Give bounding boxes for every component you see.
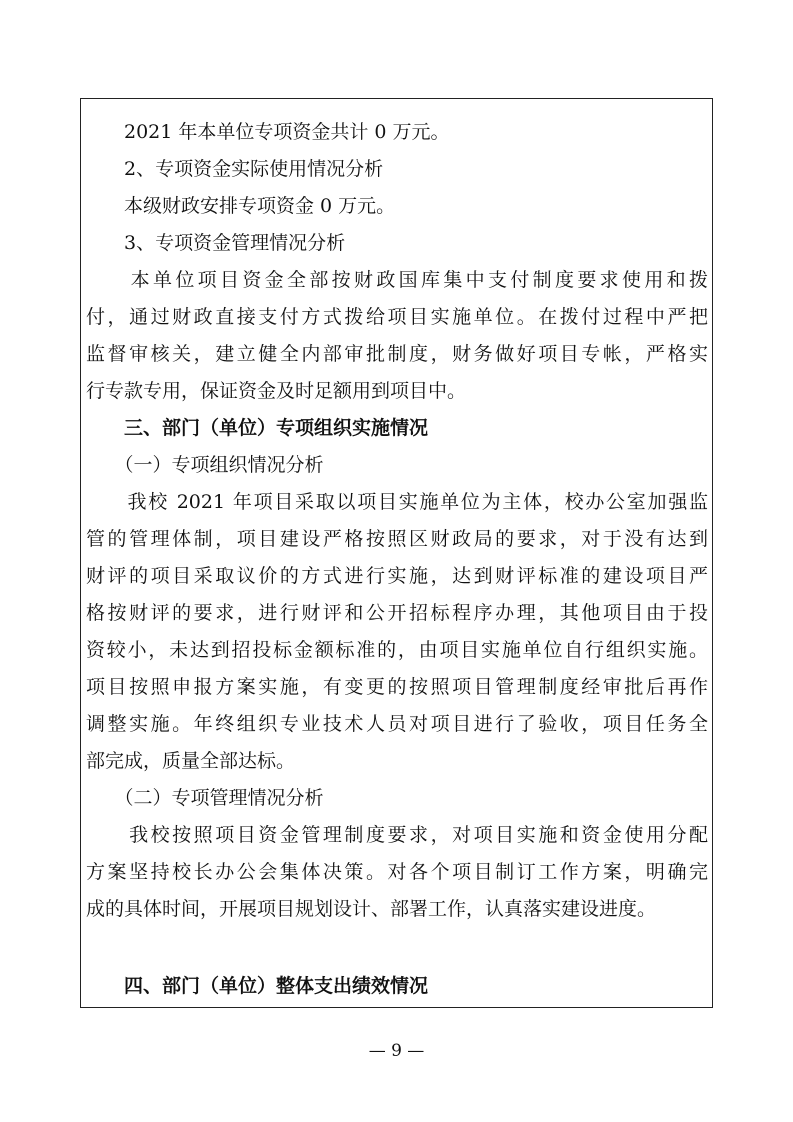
subheading-2: 2、专项资金实际使用情况分析	[86, 158, 384, 180]
text-line: 监督审核关，建立健全内部审批制度，财务做好项目专帐，严格实	[86, 343, 708, 365]
page-number: — 9 —	[368, 1041, 425, 1061]
text-line: 格按财评的要求，进行财评和公开招标程序办理，其他项目由于投	[86, 602, 708, 624]
text-line: 方案坚持校长办公会集体决策。对各个项目制订工作方案，明确完	[86, 861, 708, 883]
text-line: 管的管理体制，项目建设严格按照区财政局的要求，对于没有达到	[86, 528, 708, 550]
text-line: 我校按照项目资金管理制度要求，对项目实施和资金使用分配	[86, 824, 708, 846]
subheading-3: 3、专项资金管理情况分析	[86, 232, 346, 254]
section-4-heading: 四、部门（单位）整体支出绩效情况	[86, 975, 429, 997]
text-line: 项目按照申报方案实施，有变更的按照项目管理制度经审批后再作	[86, 676, 708, 698]
text-line: 行专款专用，保证资金及时足额用到项目中。	[86, 380, 467, 402]
text-line: 调整实施。年终组织专业技术人员对项目进行了验收，项目任务全	[86, 713, 708, 735]
subsection-2-heading: （二）专项管理情况分析	[86, 787, 324, 809]
subsection-1-heading: （一）专项组织情况分析	[86, 454, 324, 476]
text-line: 财评的项目采取议价的方式进行实施，达到财评标准的建设项目严	[86, 565, 708, 587]
section-3-heading: 三、部门（单位）专项组织实施情况	[86, 417, 429, 439]
text-line: 部完成，质量全部达标。	[86, 750, 296, 772]
text-line: 成的具体时间，开展项目规划设计、部署工作，认真落实建设进度。	[86, 898, 657, 920]
text-line: 付，通过财政直接支付方式拨给项目实施单位。在拨付过程中严把	[86, 306, 708, 328]
text-line: 本级财政安排专项资金 0 万元。	[86, 195, 396, 217]
text-line: 2021 年本单位专项资金共计 0 万元。	[86, 121, 450, 143]
text-line: 本单位项目资金全部按财政国库集中支付制度要求使用和拨	[86, 269, 708, 291]
text-line: 我校 2021 年项目采取以项目实施单位为主体，校办公室加强监	[86, 491, 708, 513]
text-line: 资较小，未达到招投标金额标准的，由项目实施单位自行组织实施。	[86, 639, 708, 661]
